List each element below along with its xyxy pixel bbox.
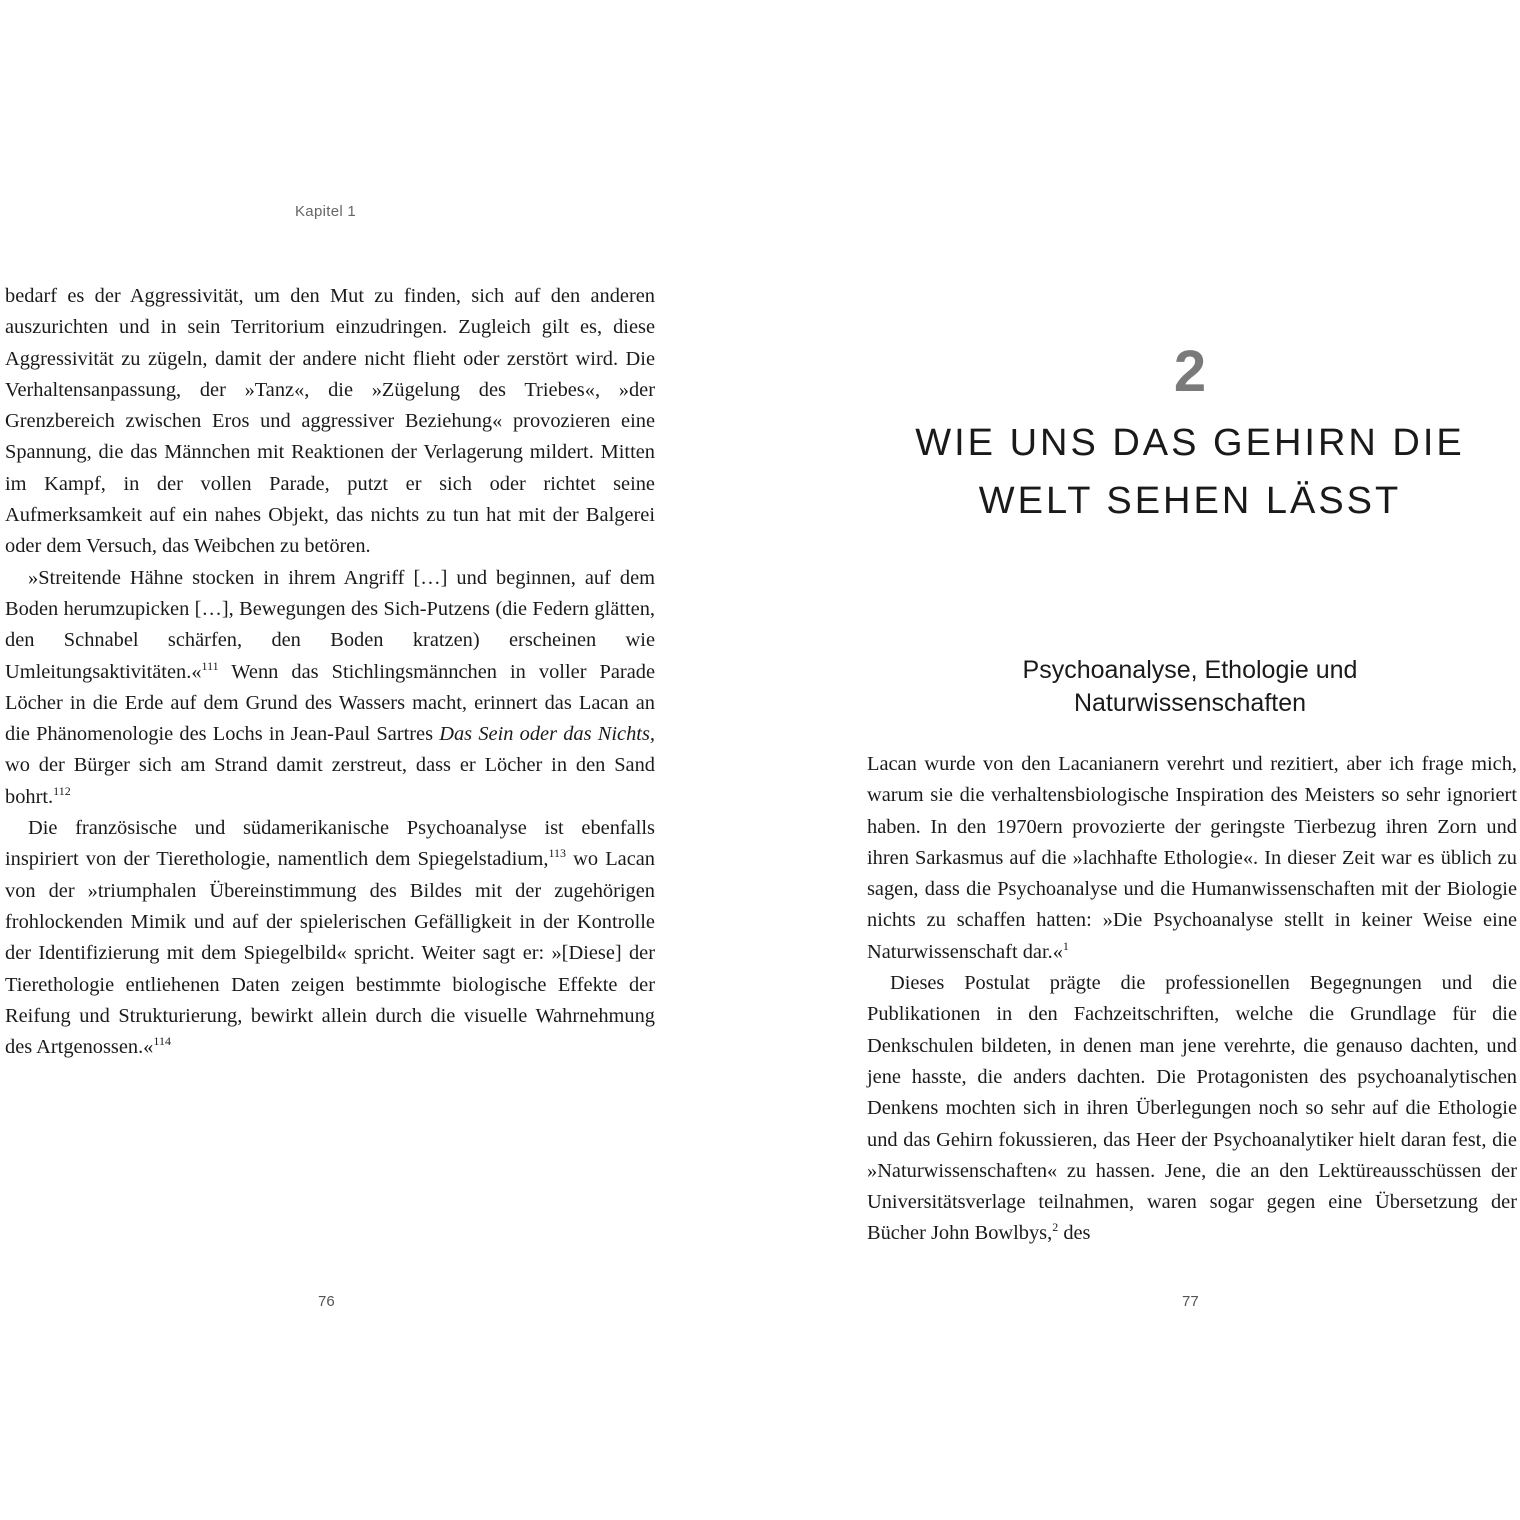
paragraph: »Streitende Hähne stocken in ihrem Angriff […] und beginnen, auf dem Boden herumzupicken […], Bewegungen des Sich-Putzens (die Federn glätten, den Schnabel schärfen, den Boden kratzen) erscheinen wie Umleitungsaktivitäten.«$^{111}$ Wenn das Stichlingsmännchen in voller Parade Löcher in die Erde auf dem Grund des Wassers macht, erinnert das Lacan an die Phänomenologie des Lochs in Jean-Paul Sartres Das Sein oder das Nichts, wo der Bürger sich am Strand damit zerstreut, dass er Löcher in den Sand bohrt.$^{112}$ xyxy=(5,566,655,808)
footnote-marker: 2 xyxy=(1052,1220,1059,1235)
italic-title: Das Sein oder das Nichts, xyxy=(439,723,655,746)
right-page xyxy=(760,0,1520,1520)
paragraph: Die französische und südamerikanische Psychoanalyse ist ebenfalls inspiriert von der Tierethologie, namentlich dem Spiegelstadium,$^{113}$ wo Lacan von der »triumphalen Übereinstimmung des Bildes mit der zugehörigen frohlockenden Mimik und auf der spielerischen Gefälligkeit in der Kontrolle der Identifizierung mit dem Spiegelbild« spricht. Weiter sagt er: »[Diese] der Tierethologie entliehenen Daten zeigen bestimmte biologische Effekte der Reifung und Strukturierung, bewirkt allein durch die visuelle Wahrnehmung des Artgenossen.«$^{114}$ xyxy=(5,817,655,1059)
chapter-title xyxy=(760,414,1520,530)
right-body-text xyxy=(867,749,1517,1250)
section-heading-line: Psychoanalyse, Ethologie und xyxy=(1022,656,1358,684)
page-number: 77 xyxy=(1182,1293,1199,1310)
paragraph: Dieses Postulat prägte die professionellen Begegnungen und die Publikationen in den Fachzeitschriften, welche die Grundlage für die Denkschulen bildeten, in denen man jene verehrte, die genauso dachten, und jene hasste, die anders dachten. Die Protagonisten des psychoanalytischen Denkens mochten sich in ihren Überlegungen noch so sehr auf die Ethologie und das Gehirn fokussieren, das Heer der Psychoanalytiker hielt daran fest, die »Naturwissenschaften« zu hassen. Jene, die an den Lektüreausschüssen der Universitätsverlage teilnahmen, waren sogar gegen eine Übersetzung der Bücher John Bowlbys,$^2$ des xyxy=(867,972,1517,1245)
footnote-marker: 112 xyxy=(53,783,71,798)
chapter-title-line: WIE UNS DAS GEHIRN DIE xyxy=(915,422,1465,464)
chapter-title-line: WELT SEHEN LÄSST xyxy=(978,480,1402,522)
paragraph: bedarf es der Aggressivität, um den Mut zu finden, sich auf den anderen auszurichten und in sein Territorium einzudringen. Zugleich gilt es, diese Aggressivität zu zügeln, damit der andere nicht flieht oder zerstört wird. Die Verhaltensanpassung, der »Tanz«, die »Zügelung des Triebes«, »der Grenzbereich zwischen Eros und aggressiver Beziehung« provozieren eine Spannung, die das Männchen mit Reaktionen der Verlagerung mildert. Mitten im Kampf, in der vollen Parade, putzt er sich oder richtet seine Aufmerksamkeit auf ein nahes Objekt, das nichts zu tun hat mit der Balgerei oder dem Versuch, das Weibchen zu betören. xyxy=(5,285,655,558)
chapter-number: 2 xyxy=(1173,339,1207,404)
footnote-marker: 113 xyxy=(548,846,566,861)
running-head: Kapitel 1 xyxy=(295,203,357,220)
page-number: 76 xyxy=(318,1293,335,1310)
left-body-text xyxy=(5,281,655,1063)
footnote-marker: 111 xyxy=(201,658,219,673)
section-heading xyxy=(760,654,1520,720)
footnote-marker: 114 xyxy=(153,1034,171,1049)
footnote-marker: 1 xyxy=(1062,938,1069,953)
section-heading-line: Naturwissenschaften xyxy=(1073,689,1307,717)
paragraph: Lacan wurde von den Lacanianern verehrt und rezitiert, aber ich frage mich, warum sie die verhaltensbiologische Inspiration des Meisters so sehr ignoriert haben. In den 1970ern provozierte der geringste Tierbezug ihren Zorn und ihren Sarkasmus auf die »lachhafte Ethologie«. In dieser Zeit war es üblich zu sagen, dass die Psychoanalyse und die Humanwissenschaften mit der Biologie nichts zu schaffen hatten: »Die Psychoanalyse stellt in keiner Weise eine Naturwissenschaft dar.«$^1$ xyxy=(867,753,1517,963)
